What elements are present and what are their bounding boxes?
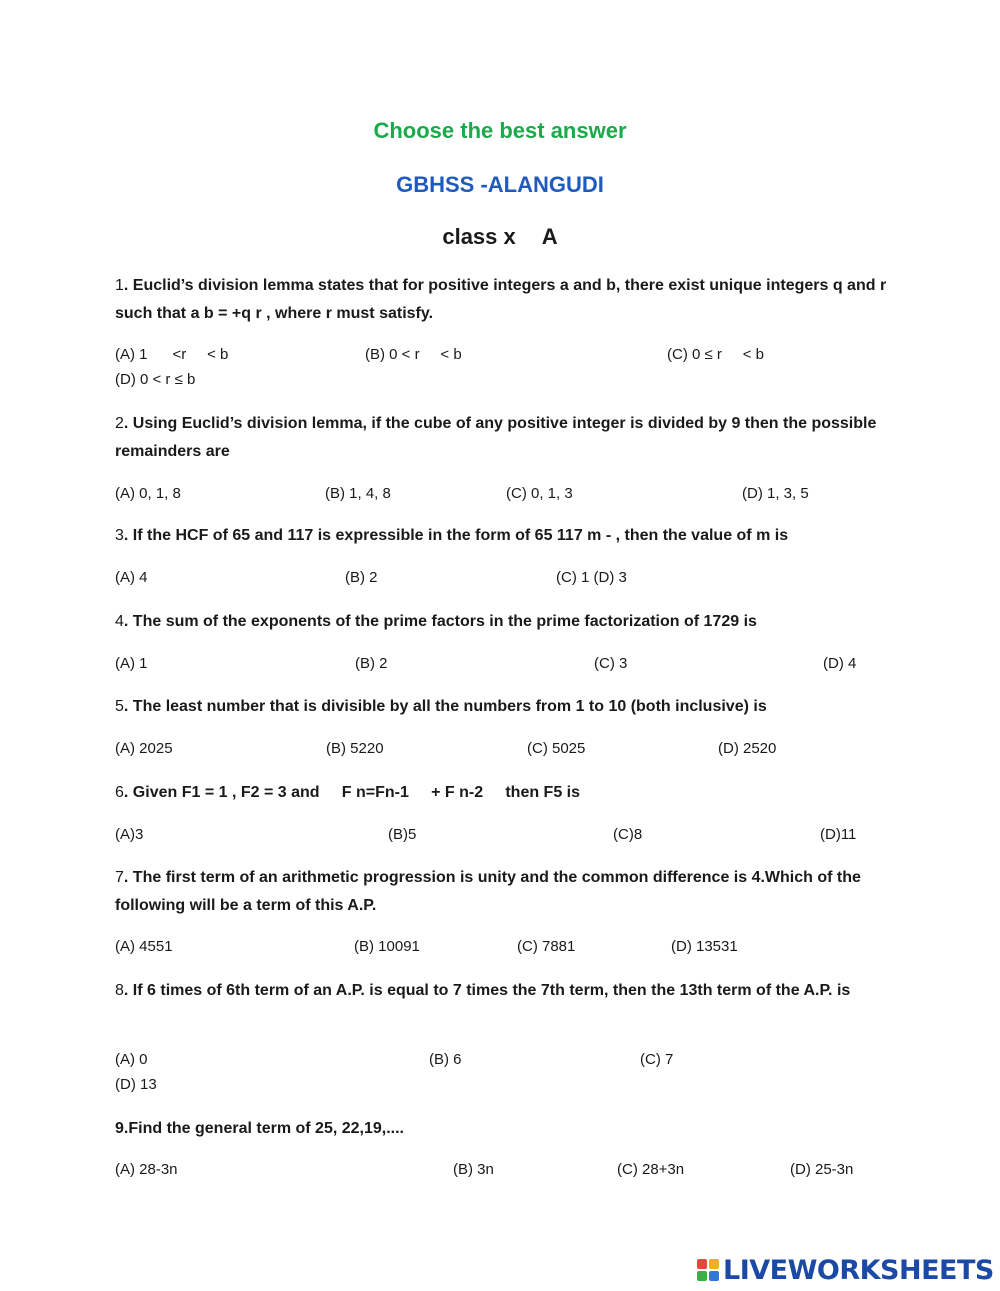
page-title: Choose the best answer (373, 118, 627, 143)
option-b[interactable]: (B) 1, 4, 8 (325, 485, 391, 502)
option-d[interactable]: (D) 2520 (718, 740, 777, 757)
question-number: 6 (115, 784, 124, 801)
option-d[interactable]: (D) 1, 3, 5 (742, 485, 809, 502)
question-number: 1 (115, 277, 124, 294)
option-c[interactable]: (C) 28+3n (617, 1161, 685, 1178)
option-a[interactable]: (A) 28-3n (115, 1161, 178, 1178)
question-3 (115, 522, 895, 550)
logo-square-red (697, 1259, 707, 1269)
option-d[interactable]: (D) 13 (115, 1076, 157, 1093)
question-text: . If 6 times of 6th term of an A.P. is equal to 7 times the 7th term, then the 13th term of the A.P. is (123, 982, 851, 999)
option-b[interactable]: (B) 5220 (326, 740, 384, 757)
question-2 (115, 410, 895, 466)
option-c[interactable]: (C)8 (613, 826, 643, 843)
option-d[interactable]: (D) 13531 (671, 938, 738, 955)
option-d[interactable]: (D) 25-3n (790, 1161, 854, 1178)
question-number: 2 (115, 415, 124, 432)
question-6 (115, 779, 895, 807)
question-number: 4 (115, 613, 124, 630)
logo-square-yellow (709, 1259, 719, 1269)
question-9 (115, 1115, 895, 1143)
option-c[interactable]: (C) 7881 (517, 938, 576, 955)
question-number: 9 (115, 1120, 124, 1137)
option-a[interactable]: (A) 4551 (115, 938, 173, 955)
question-text: . Euclid’s division lemma states that for positive integers a and b, there exist unique integers q and r such that a b = +q r , where r must satisfy. (115, 277, 887, 322)
option-a[interactable]: (A) 1 (115, 655, 148, 672)
question-text: .Find the general term of 25, 22,19,.... (123, 1120, 404, 1137)
question-number: 8 (115, 982, 124, 999)
question-text: . The first term of an arithmetic progression is unity and the common difference is 4.Which of the following will be a term of this A.P. (115, 869, 861, 914)
school-name: GBHSS -ALANGUDI (396, 172, 604, 197)
question-1 (115, 272, 895, 328)
logo-square-blue (709, 1271, 719, 1281)
option-c-d[interactable]: (C) 1 (D) 3 (556, 569, 627, 586)
liveworksheets-logo[interactable] (697, 1254, 994, 1286)
class-heading (0, 224, 1000, 250)
option-b[interactable]: (B) 3n (453, 1161, 494, 1178)
option-d[interactable]: (D) 4 (823, 655, 857, 672)
option-a[interactable]: (A) 1 <r < b (115, 346, 229, 363)
option-c[interactable]: (C) 7 (640, 1051, 674, 1068)
option-b[interactable]: (B)5 (388, 826, 417, 843)
option-a[interactable]: (A) 4 (115, 569, 148, 586)
option-c[interactable]: (C) 0 ≤ r < b (667, 346, 765, 363)
option-b[interactable]: (B) 2 (355, 655, 388, 672)
question-text: . Using Euclid’s division lemma, if the cube of any positive integer is divided by 9 then the possible remainders are (115, 415, 877, 460)
option-a[interactable]: (A) 0, 1, 8 (115, 485, 181, 502)
question-number: 3 (115, 527, 124, 544)
question-text: . The sum of the exponents of the prime factors in the prime factorization of 1729 is (123, 613, 757, 630)
option-d[interactable]: (D) 0 < r ≤ b (115, 371, 196, 388)
question-text: . If the HCF of 65 and 117 is expressible in the form of 65 117 m - , then the value of m is (123, 527, 789, 544)
question-5 (115, 693, 895, 721)
section-label: A (541, 224, 558, 249)
option-c[interactable]: (C) 0, 1, 3 (506, 485, 573, 502)
option-a[interactable]: (A)3 (115, 826, 144, 843)
question-number: 7 (115, 869, 124, 886)
question-8 (115, 977, 895, 1005)
option-b[interactable]: (B) 0 < r < b (365, 346, 462, 363)
brand-name: LIVEWORKSHEETS (723, 1254, 994, 1286)
option-b[interactable]: (B) 6 (429, 1051, 462, 1068)
question-7 (115, 864, 895, 920)
class-label: class x (442, 224, 516, 249)
logo-square-green (697, 1271, 707, 1281)
brand-icon (697, 1259, 719, 1281)
question-number: 5 (115, 698, 124, 715)
option-b[interactable]: (B) 10091 (354, 938, 420, 955)
option-d[interactable]: (D)11 (820, 826, 857, 843)
option-a[interactable]: (A) 0 (115, 1051, 148, 1068)
question-4 (115, 608, 895, 636)
option-c[interactable]: (C) 3 (594, 655, 628, 672)
question-text: . The least number that is divisible by all the numbers from 1 to 10 (both inclusive) is (123, 698, 767, 715)
option-b[interactable]: (B) 2 (345, 569, 378, 586)
option-a[interactable]: (A) 2025 (115, 740, 173, 757)
question-text: . Given F1 = 1 , F2 = 3 and F n=Fn-1 + F n-2 then F5 is (123, 784, 581, 801)
option-c[interactable]: (C) 5025 (527, 740, 586, 757)
